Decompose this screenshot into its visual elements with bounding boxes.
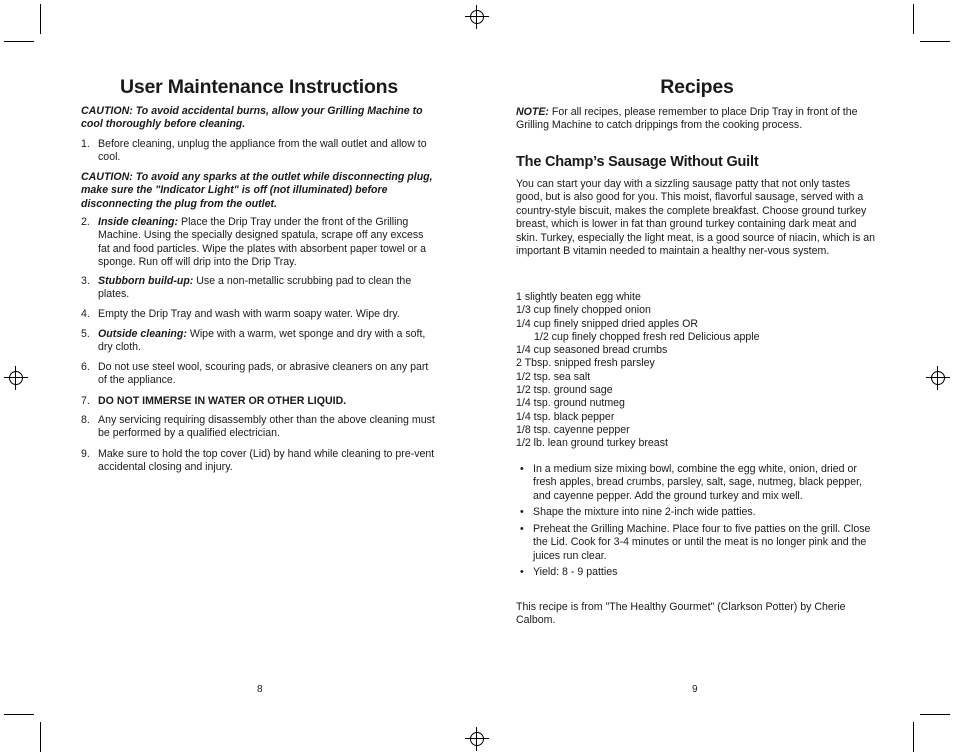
ingredient-item: 1/4 cup finely snipped dried apples OR <box>516 317 698 330</box>
ingredient-item: 1/3 cup finely chopped onion <box>516 304 651 317</box>
step-lead: Stubborn build-up: <box>98 275 194 287</box>
registration-mark <box>926 366 950 390</box>
ingredient-item: 1 slightly beaten egg white <box>516 291 641 303</box>
caution-burns: CAUTION: To avoid accidental burns, allow your Grilling Machine to cool thoroughly before cleaning. <box>81 105 423 131</box>
registration-mark <box>4 366 28 390</box>
step-text: Any servicing requiring disassembly other than the above cleaning must be performed by a qualified electrician. <box>98 414 435 440</box>
step-number: 1. <box>81 138 90 150</box>
step-item <box>81 448 437 475</box>
crop-mark <box>920 714 950 715</box>
step-text: Empty the Drip Tray and wash with warm soapy water. Wipe dry. <box>98 308 400 320</box>
note-text: For all recipes, please remember to place Drip Tray in front of the Grilling Machine to catch drippings from the cooking process. <box>516 106 858 132</box>
step-item <box>81 138 437 165</box>
step-number: 2. <box>81 216 90 228</box>
ingredient-item: 1/2 tsp. ground sage <box>516 384 613 397</box>
bullet-icon: • <box>520 566 524 578</box>
bullet-icon: • <box>520 523 524 535</box>
step-item <box>81 216 437 270</box>
step-text: Do not use steel wool, scouring pads, or abrasive cleaners on any part of the appliance. <box>98 361 429 387</box>
step-number: 4. <box>81 308 90 320</box>
step-number: 9. <box>81 448 90 460</box>
bullet-icon: • <box>520 463 524 475</box>
crop-mark <box>4 41 34 42</box>
ingredient-list <box>516 291 878 451</box>
step-text: Use a non-metallic scrubbing pad to clean the plates. <box>98 275 412 301</box>
direction-item <box>516 566 878 579</box>
recipe-note <box>516 106 878 133</box>
step-item <box>81 395 437 408</box>
direction-text: Shape the mixture into nine 2-inch wide patties. <box>533 506 756 518</box>
step-text: Make sure to hold the top cover (Lid) by hand while cleaning to pre-vent accidental closing and injury. <box>98 448 435 474</box>
page-title: Recipes <box>660 76 734 98</box>
crop-mark <box>40 722 41 752</box>
crop-mark <box>920 41 950 42</box>
direction-text: Yield: 8 - 9 patties <box>533 566 618 578</box>
recipe-title: The Champ’s Sausage Without Guilt <box>516 154 759 170</box>
step-number: 7. <box>81 395 90 407</box>
step-number: 5. <box>81 328 90 340</box>
ingredient-item: 2 Tbsp. snipped fresh parsley <box>516 357 655 370</box>
ingredient-item: 1/8 tsp. cayenne pepper <box>516 423 630 436</box>
page-number: 8 <box>257 684 263 695</box>
ingredient-item: 1/4 cup seasoned bread crumbs <box>516 344 668 357</box>
ingredient-item: 1/2 lb. lean ground turkey breast <box>516 437 668 450</box>
direction-text: Preheat the Grilling Machine. Place four to five patties on the grill. Close the Lid. Cook for 3-4 minutes or until the meat is no longer pink and the juices run clear. <box>533 523 871 562</box>
step-text: Wipe with a warm, wet sponge and dry with a soft, dry cloth. <box>98 328 426 354</box>
step-lead: Inside cleaning: <box>98 216 179 228</box>
ingredient-item: 1/2 cup finely chopped fresh red Delicious apple <box>534 330 760 343</box>
direction-item <box>516 523 878 563</box>
step-item <box>81 275 437 302</box>
bullet-icon: • <box>520 506 524 518</box>
step-number: 6. <box>81 361 90 373</box>
step-item <box>81 414 437 441</box>
step-item <box>81 328 437 355</box>
recipe-source: This recipe is from "The Healthy Gourmet" (Clarkson Potter) by Cherie Calbom. <box>516 601 846 627</box>
step-lead: Outside cleaning: <box>98 328 187 340</box>
recipe-intro: You can start your day with a sizzling sausage patty that not only tastes good, but is also good for you. This moist, flavorful sausage, served with a country-style biscuit, makes the complete breakfast. Choose ground turkey breast, which is lower in fat than ground turkey containing dark meat and skin. Turkey, especially the light meat, is a good source of niacin, which is an important B vitamin needed to maintain a healthy ner-vous system. <box>516 178 875 258</box>
crop-mark <box>40 4 41 34</box>
ingredient-item: 1/4 tsp. ground nutmeg <box>516 397 625 410</box>
caution-sparks: CAUTION: To avoid any sparks at the outlet while disconnecting plug, make sure the "Indicator Light" is off (not illuminated) before disconnecting the plug from the outlet. <box>81 171 433 210</box>
direction-item <box>516 506 878 519</box>
step-text: Before cleaning, unplug the appliance from the wall outlet and allow to cool. <box>98 138 427 164</box>
step-item <box>81 308 437 321</box>
step-number: 8. <box>81 414 90 426</box>
note-label: NOTE: <box>516 106 549 118</box>
crop-mark <box>913 722 914 752</box>
page-number: 9 <box>692 684 698 695</box>
ingredient-item: 1/4 tsp. black pepper <box>516 410 615 423</box>
page-title: User Maintenance Instructions <box>119 76 399 98</box>
step-text: Place the Drip Tray under the front of the Grilling Machine. Using the specially designed spatula, scrape off any excess fat and food particles. Wipe the plates with absorbent paper towel or a sponge. Run off will drip into the Drip Tray. <box>98 216 427 269</box>
crop-mark <box>913 4 914 34</box>
registration-mark <box>465 727 489 751</box>
direction-item <box>516 463 878 503</box>
crop-mark <box>4 714 34 715</box>
direction-text: In a medium size mixing bowl, combine the egg white, onion, dried or fresh apples, bread crumbs, parsley, salt, sage, nutmeg, black pepper, and cayenne pepper. Add the ground turkey and mix well. <box>533 463 862 502</box>
step-text: DO NOT IMMERSE IN WATER OR OTHER LIQUID. <box>98 395 347 407</box>
registration-mark <box>465 5 489 29</box>
step-number: 3. <box>81 275 90 287</box>
step-item <box>81 361 437 388</box>
ingredient-item: 1/2 tsp. sea salt <box>516 370 591 383</box>
